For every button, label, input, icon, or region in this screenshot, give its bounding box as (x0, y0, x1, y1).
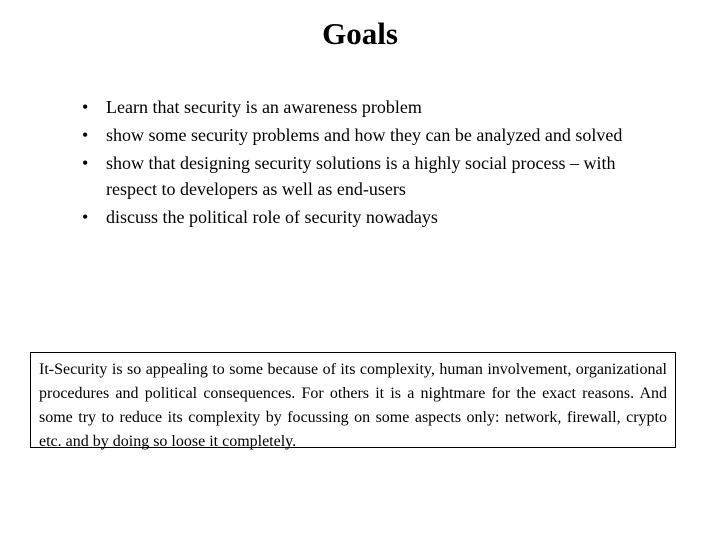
goals-list (78, 94, 638, 232)
bullet-icon: • (82, 153, 89, 173)
list-item-text: discuss the political role of security nowadays (106, 207, 438, 227)
list-item (78, 94, 638, 120)
list-item-text: show that designing security solutions is a highly social process – with respect to developers as well as end-users (106, 153, 616, 199)
list-item-text: show some security problems and how they can be analyzed and solved (106, 125, 623, 145)
list-item-text: Learn that security is an awareness problem (106, 97, 422, 117)
list-item (78, 204, 638, 230)
slide-title: Goals (322, 16, 398, 51)
note-box: It-Security is so appealing to some because of its complexity, human involvement, organizational procedures and political consequences. For others it is a nightmare for the exact reasons. And some try to reduce its complexity by focussing on some aspects only: network, firewall, crypto etc. and by doing so loose it completely. (30, 352, 676, 448)
list-item (78, 150, 638, 202)
bullet-icon: • (82, 207, 89, 227)
list-item (78, 122, 638, 148)
bullet-icon: • (82, 125, 89, 145)
bullet-icon: • (82, 97, 89, 117)
